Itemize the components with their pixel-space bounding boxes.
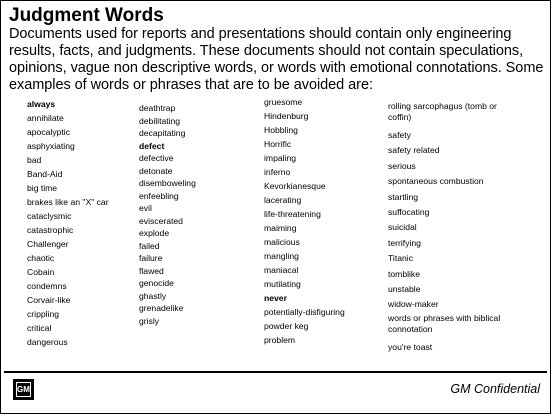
word-item: ghastly <box>139 290 167 301</box>
word-item: explode <box>139 228 170 238</box>
word-column-1 <box>27 97 127 349</box>
footer-divider <box>4 371 547 373</box>
word-column-3 <box>264 95 376 347</box>
word-item: words or phrases with biblical connotation <box>388 312 501 334</box>
word-item: always <box>27 99 56 109</box>
word-item: Cobain <box>27 267 55 277</box>
word-item: lacerating <box>264 195 302 205</box>
intro-paragraph: Documents used for reports and presentations should contain only engineering results, facts, and judgments. These documents should not contain speculations, opinions, vague non descriptive words, or words with emotional connotations. Some examples of words or phrases that are to be avoided are: <box>9 26 544 93</box>
word-item: Hindenburg <box>264 111 309 121</box>
gm-logo-text: GM <box>16 382 31 397</box>
word-item: grisly <box>139 315 160 326</box>
word-item: spontaneous combustion <box>388 176 484 187</box>
word-item: never <box>264 293 287 303</box>
word-item: widow-maker <box>388 299 439 310</box>
word-item: grenadelike <box>139 303 184 313</box>
word-item: you're toast <box>388 341 433 352</box>
word-item: genocide <box>139 278 174 288</box>
word-item: rolling sarcophagus (tomb or coffin) <box>388 101 497 122</box>
word-item: critical <box>27 323 52 333</box>
word-item: annihilate <box>27 113 64 123</box>
word-item: enfeebling <box>139 190 179 201</box>
word-item: Hobbling <box>264 125 298 135</box>
word-item: mangling <box>264 251 299 261</box>
word-item: unstable <box>388 284 421 295</box>
word-item: Band-Aid <box>27 169 63 179</box>
word-item: suffocating <box>388 207 430 218</box>
word-item: tomblike <box>388 268 420 279</box>
gm-logo <box>13 379 34 400</box>
word-item: safety <box>388 130 411 140</box>
word-item: condemns <box>27 281 67 291</box>
word-item: crippling <box>27 309 60 319</box>
word-item: impaling <box>264 153 297 163</box>
word-item: problem <box>264 335 296 345</box>
word-item: chaotic <box>27 253 55 263</box>
word-item: maiming <box>264 223 297 233</box>
word-item: maniacal <box>264 265 299 275</box>
word-item: asphyxiating <box>27 141 75 151</box>
word-item: potentially-disfiguring <box>264 307 345 317</box>
word-item: terrifying <box>388 237 421 248</box>
word-item: Titanic <box>388 253 413 264</box>
word-item: brakes like an "X" car <box>27 197 109 207</box>
word-item: big time <box>27 183 58 193</box>
word-item: catastrophic <box>27 225 74 235</box>
word-item: decapitating <box>139 128 186 138</box>
word-item: defect <box>139 140 165 151</box>
confidential-label: GM Confidential <box>450 382 540 396</box>
word-item: debilitating <box>139 115 181 126</box>
word-item: evil <box>139 203 152 213</box>
word-item: Kevorkianesque <box>264 181 326 191</box>
word-item: Horrific <box>264 139 292 149</box>
word-item: life-threatening <box>264 209 321 219</box>
word-item: detonate <box>139 165 173 176</box>
word-item: startling <box>388 191 419 202</box>
word-item: apocalyptic <box>27 127 70 137</box>
word-item: defective <box>139 153 174 163</box>
word-item: eviscerated <box>139 215 183 226</box>
word-item: gruesome <box>264 97 303 107</box>
word-item: powder keg <box>264 321 309 331</box>
word-item: malicious <box>264 237 300 247</box>
word-item: safety related <box>388 145 440 156</box>
word-item: inferno <box>264 167 291 177</box>
word-item: cataclysmic <box>27 211 72 221</box>
word-item: serious <box>388 160 416 171</box>
word-item: flawed <box>139 265 164 276</box>
word-item: bad <box>27 155 42 165</box>
word-item: disemboweling <box>139 178 196 188</box>
slide-title: Judgment Words <box>9 5 164 26</box>
word-item: failed <box>139 240 160 251</box>
word-item: Challenger <box>27 239 69 249</box>
word-item: mutilating <box>264 279 301 289</box>
word-item: dangerous <box>27 337 68 347</box>
word-column-4 <box>388 101 510 355</box>
word-item: suicidal <box>388 222 417 233</box>
word-item: failure <box>139 253 163 263</box>
word-item: Corvair-like <box>27 295 71 305</box>
word-item: deathtrap <box>139 103 176 113</box>
word-column-2 <box>139 102 239 327</box>
